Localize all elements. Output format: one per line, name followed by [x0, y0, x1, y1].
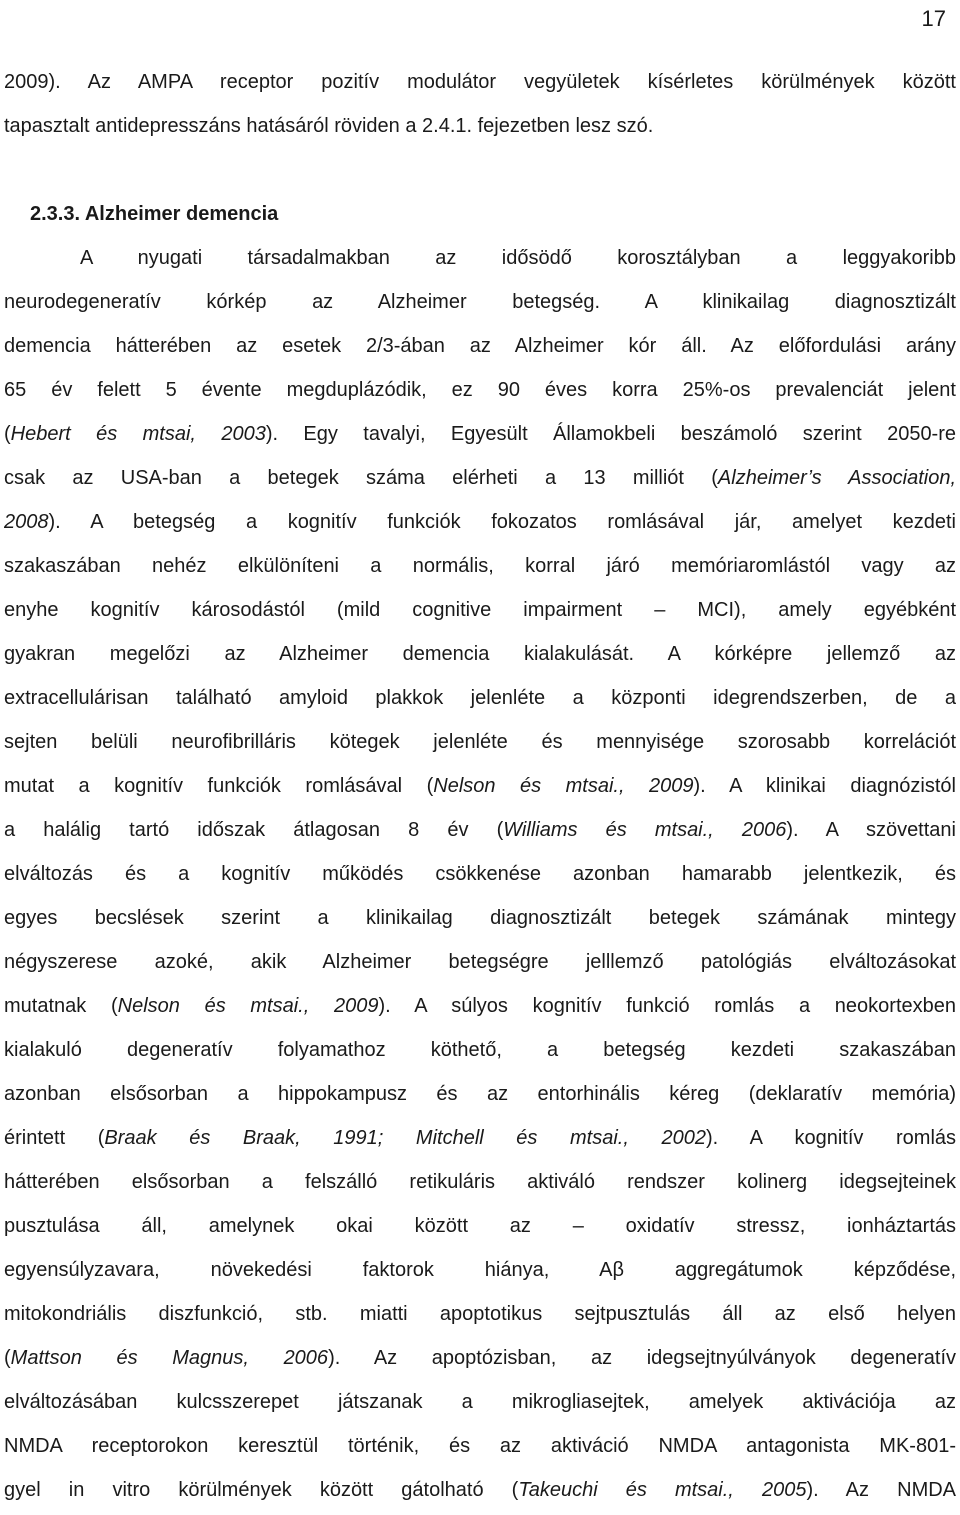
text-fragment: ). A kognitív romlás — [705, 1127, 956, 1149]
text-line: pusztulása áll, amelynek okai között az – oxidatív stressz, ionháztartás — [4, 1215, 956, 1237]
text-fragment: ). Az apoptózisban, az idegsejtnyúlványok degeneratív — [328, 1347, 956, 1369]
text-line: A nyugati társadalmakban az idősödő korosztályban a leggyakoribb — [80, 247, 956, 269]
text-line — [4, 414, 956, 458]
citation: Nelson és mtsai., 2009 — [117, 995, 379, 1017]
text-line: tapasztalt antidepresszáns hatásáról röviden a 2.4.1. fejezetben lesz szó. — [4, 115, 654, 137]
text-fragment: ). A szövettani — [786, 819, 956, 841]
text-line — [4, 986, 956, 1030]
text-fragment: ). Az NMDA — [806, 1479, 956, 1501]
text-line: kialakuló degeneratív folyamathoz köthető, a betegség kezdeti szakaszában — [4, 1039, 956, 1061]
text-line — [4, 1118, 956, 1162]
text-line: elváltozásában kulcsszerepet játszanak a mikrogliasejtek, amelyek aktivációja az — [4, 1391, 956, 1413]
text-fragment: ). A súlyos kognitív funkció romlás a neokortexben — [378, 995, 956, 1017]
text-line: gyakran megelőzi az Alzheimer demencia kialakulását. A kórképre jellemző az — [4, 643, 956, 665]
text-fragment: csak az USA-ban a betegek száma elérheti a 13 milliót ( — [4, 467, 718, 489]
intro-paragraph — [4, 62, 956, 150]
text-fragment: mutatnak ( — [4, 995, 118, 1017]
citation: Braak és Braak, 1991; Mitchell és mtsai., 2002 — [104, 1127, 706, 1149]
text-fragment: gyel in vitro körülmények között gátolható ( — [4, 1479, 519, 1501]
text-line — [4, 458, 956, 502]
text-fragment: ). Egy tavalyi, Egyesült Államokbeli beszámoló szerint 2050-re — [265, 423, 956, 445]
text-fragment: érintett ( — [4, 1127, 105, 1149]
text-line: szakaszában nehéz elkülöníteni a normális, korral járó memóriaromlástól vagy az — [4, 555, 956, 577]
text-line — [4, 1470, 956, 1514]
text-fragment: ( — [4, 423, 11, 445]
text-fragment: ). A betegség a kognitív funkciók fokozatos romlásával jár, amelyet kezdeti — [48, 511, 956, 533]
text-line: hátterében elsősorban a felszálló retikuláris aktiváló rendszer kolinerg idegsejteinek — [4, 1171, 956, 1193]
text-line: egyes becslések szerint a klinikailag diagnosztizált betegek számának mintegy — [4, 907, 956, 929]
text-line — [4, 1338, 956, 1382]
text-line: NMDA receptorokon keresztül történik, és az aktiváció NMDA antagonista MK-801- — [4, 1435, 956, 1457]
text-line — [4, 766, 956, 810]
text-line: demencia hátterében az esetek 2/3-ában az Alzheimer kór áll. Az előfordulási arány — [4, 335, 956, 357]
citation: Alzheimer’s Association, — [717, 467, 956, 489]
text-line: sejten belüli neurofibrilláris kötegek jelenléte és mennyisége szorosabb korrelációt — [4, 731, 956, 753]
text-line: neurodegeneratív kórkép az Alzheimer betegség. A klinikailag diagnosztizált — [4, 291, 956, 313]
text-line — [4, 810, 956, 854]
citation: Mattson és Magnus, 2006 — [10, 1347, 329, 1369]
text-line: enyhe kognitív károsodástól (mild cognitive impairment – MCI), amely egyébként — [4, 599, 956, 621]
text-fragment: mutat a kognitív funkciók romlásával ( — [4, 775, 434, 797]
text-line: elváltozás és a kognitív működés csökkenése azonban hamarabb jelentkezik, és — [4, 863, 956, 885]
page-number: 17 — [921, 6, 946, 31]
citation: Nelson és mtsai., 2009 — [433, 775, 694, 797]
section-heading: 2.3.3. Alzheimer demencia — [30, 203, 279, 225]
text-line: mitokondriális diszfunkció, stb. miatti apoptotikus sejtpusztulás áll az első helyen — [4, 1303, 956, 1325]
text-line: 2009). Az AMPA receptor pozitív modulátor vegyületek kísérletes körülmények között — [4, 71, 956, 93]
text-line: extracellulárisan található amyloid plakkok jelenléte a központi idegrendszerben, de a — [4, 687, 956, 709]
citation: Hebert és mtsai, 2003 — [10, 423, 266, 445]
text-line: 65 év felett 5 évente megduplázódik, ez 90 éves korra 25%-os prevalenciát jelent — [4, 379, 956, 401]
text-line: egyensúlyzavara, növekedési faktorok hiánya, Aβ aggregátumok képződése, — [4, 1259, 956, 1281]
citation: Takeuchi és mtsai., 2005 — [518, 1479, 807, 1501]
text-fragment: ( — [4, 1347, 11, 1369]
text-fragment: ). A klinikai diagnózistól — [693, 775, 956, 797]
citation: Williams és mtsai., 2006 — [503, 819, 787, 841]
text-fragment: a halálig tartó időszak átlagosan 8 év ( — [4, 819, 504, 841]
text-line — [4, 502, 956, 546]
text-line: azonban elsősorban a hippokampusz és az entorhinális kéreg (deklaratív memória) — [4, 1083, 956, 1105]
citation: 2008 — [4, 511, 49, 533]
section-paragraph — [4, 238, 956, 1514]
text-line: négyszerese azoké, akik Alzheimer betegségre jelllemző patológiás elváltozásokat — [4, 951, 956, 973]
document-body — [4, 62, 956, 1514]
